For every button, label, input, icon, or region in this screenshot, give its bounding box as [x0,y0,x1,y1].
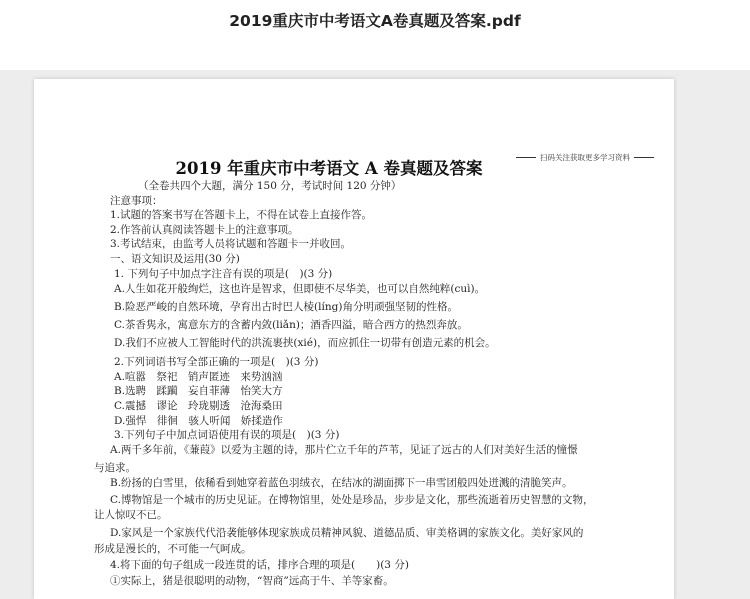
question-stem: 3.下列句子中加点词语使用有误的项是( )(3 分) [114,429,340,441]
option-c-cont: 让人惊叹不已。 [94,509,168,521]
divider [634,157,654,158]
option-c: C.震撼 谬论 玲珑剔透 沧海桑田 [114,400,283,412]
viewer-header [0,0,750,70]
note-item: 2.作答前认真阅读答题卡上的注意事项。 [110,224,299,236]
file-title: 2019重庆市中考语文A卷真题及答案.pdf [229,12,521,30]
question-stem: 4.将下面的句子组成一段连贯的话，排序合理的项是( )(3 分) [110,559,409,571]
sentence-1: ①实际上，猪是很聪明的动物，“智商”远高于牛、羊等家畜。 [110,575,394,587]
option-d: D.强悍 徘徊 骇人听闻 娇揉造作 [114,415,283,427]
option-a: A.两千多年前，《蒹葭》以爱为主题的诗，那片伫立千年的芦苇，见证了远古的人们对美好生活的憧憬 [110,444,578,456]
option-d: D.我们不应被人工智能时代的洪流裹挟(xié)，而应抓住一切带有创造元素的机会。 [114,337,496,349]
document-title: 2019 年重庆市中考语文 A 卷真题及答案 [175,159,483,178]
option-b: B.选聘 蹂躏 妄自菲薄 怡笑大方 [114,385,283,397]
option-d: D.家风是一个家族代代沿袭能够体现家族成员精神风貌、道德品质、审美格调的家族文化。美好家风的 [110,527,584,539]
option-b: B.纷扬的白雪里，依稀看到她穿着蓝色羽绒衣，在结冰的湖面掷下一串雪团般四处迸溅的清脆笑声。 [110,477,573,489]
option-d-cont: 形成是漫长的，不可能一气呵成。 [94,543,252,555]
note-item: 1.试题的答案书写在答题卡上，不得在试卷上直接作答。 [110,209,373,221]
section-heading: 一、语文知识及运用(30 分) [110,253,240,265]
question-stem: 1. 下列句子中加点字注音有误的项是( )(3 分) [114,268,333,280]
option-c: C.茶香隽永，寓意东方的含蓄内敛(liǎn)；酒香四溢，暗合西方的热烈奔放。 [114,319,468,331]
note-item: 3.考试结束，由监考人员将试题和答题卡一并收回。 [110,238,352,250]
option-a: A.喧嚣 祭祀 销声匿迹 来势汹汹 [114,371,283,383]
document-page [34,79,674,599]
option-a-cont: 与追求。 [94,462,136,474]
document-subtitle: （全卷共四个大题，满分 150 分，考试时间 120 分钟） [138,180,402,192]
option-b: B.险恶严峻的自然环境，孕育出古时巴人棱(líng)角分明顽强坚韧的性格。 [114,301,458,313]
notes-heading: 注意事项： [110,195,163,207]
option-c: C.博物馆是一个城市的历史见证。在博物馆里，处处是珍品，步步是文化，那些流逝着历史智慧的文物， [110,494,594,506]
qr-note-text: 扫码关注获取更多学习资料 [540,153,630,162]
option-a: A.人生如花开般绚烂，这也许是智求，但即使不尽华美，也可以自然纯粹(cuì)。 [114,283,486,295]
question-stem: 2.下列词语书写全部正确的一项是( )(3 分) [114,356,319,368]
